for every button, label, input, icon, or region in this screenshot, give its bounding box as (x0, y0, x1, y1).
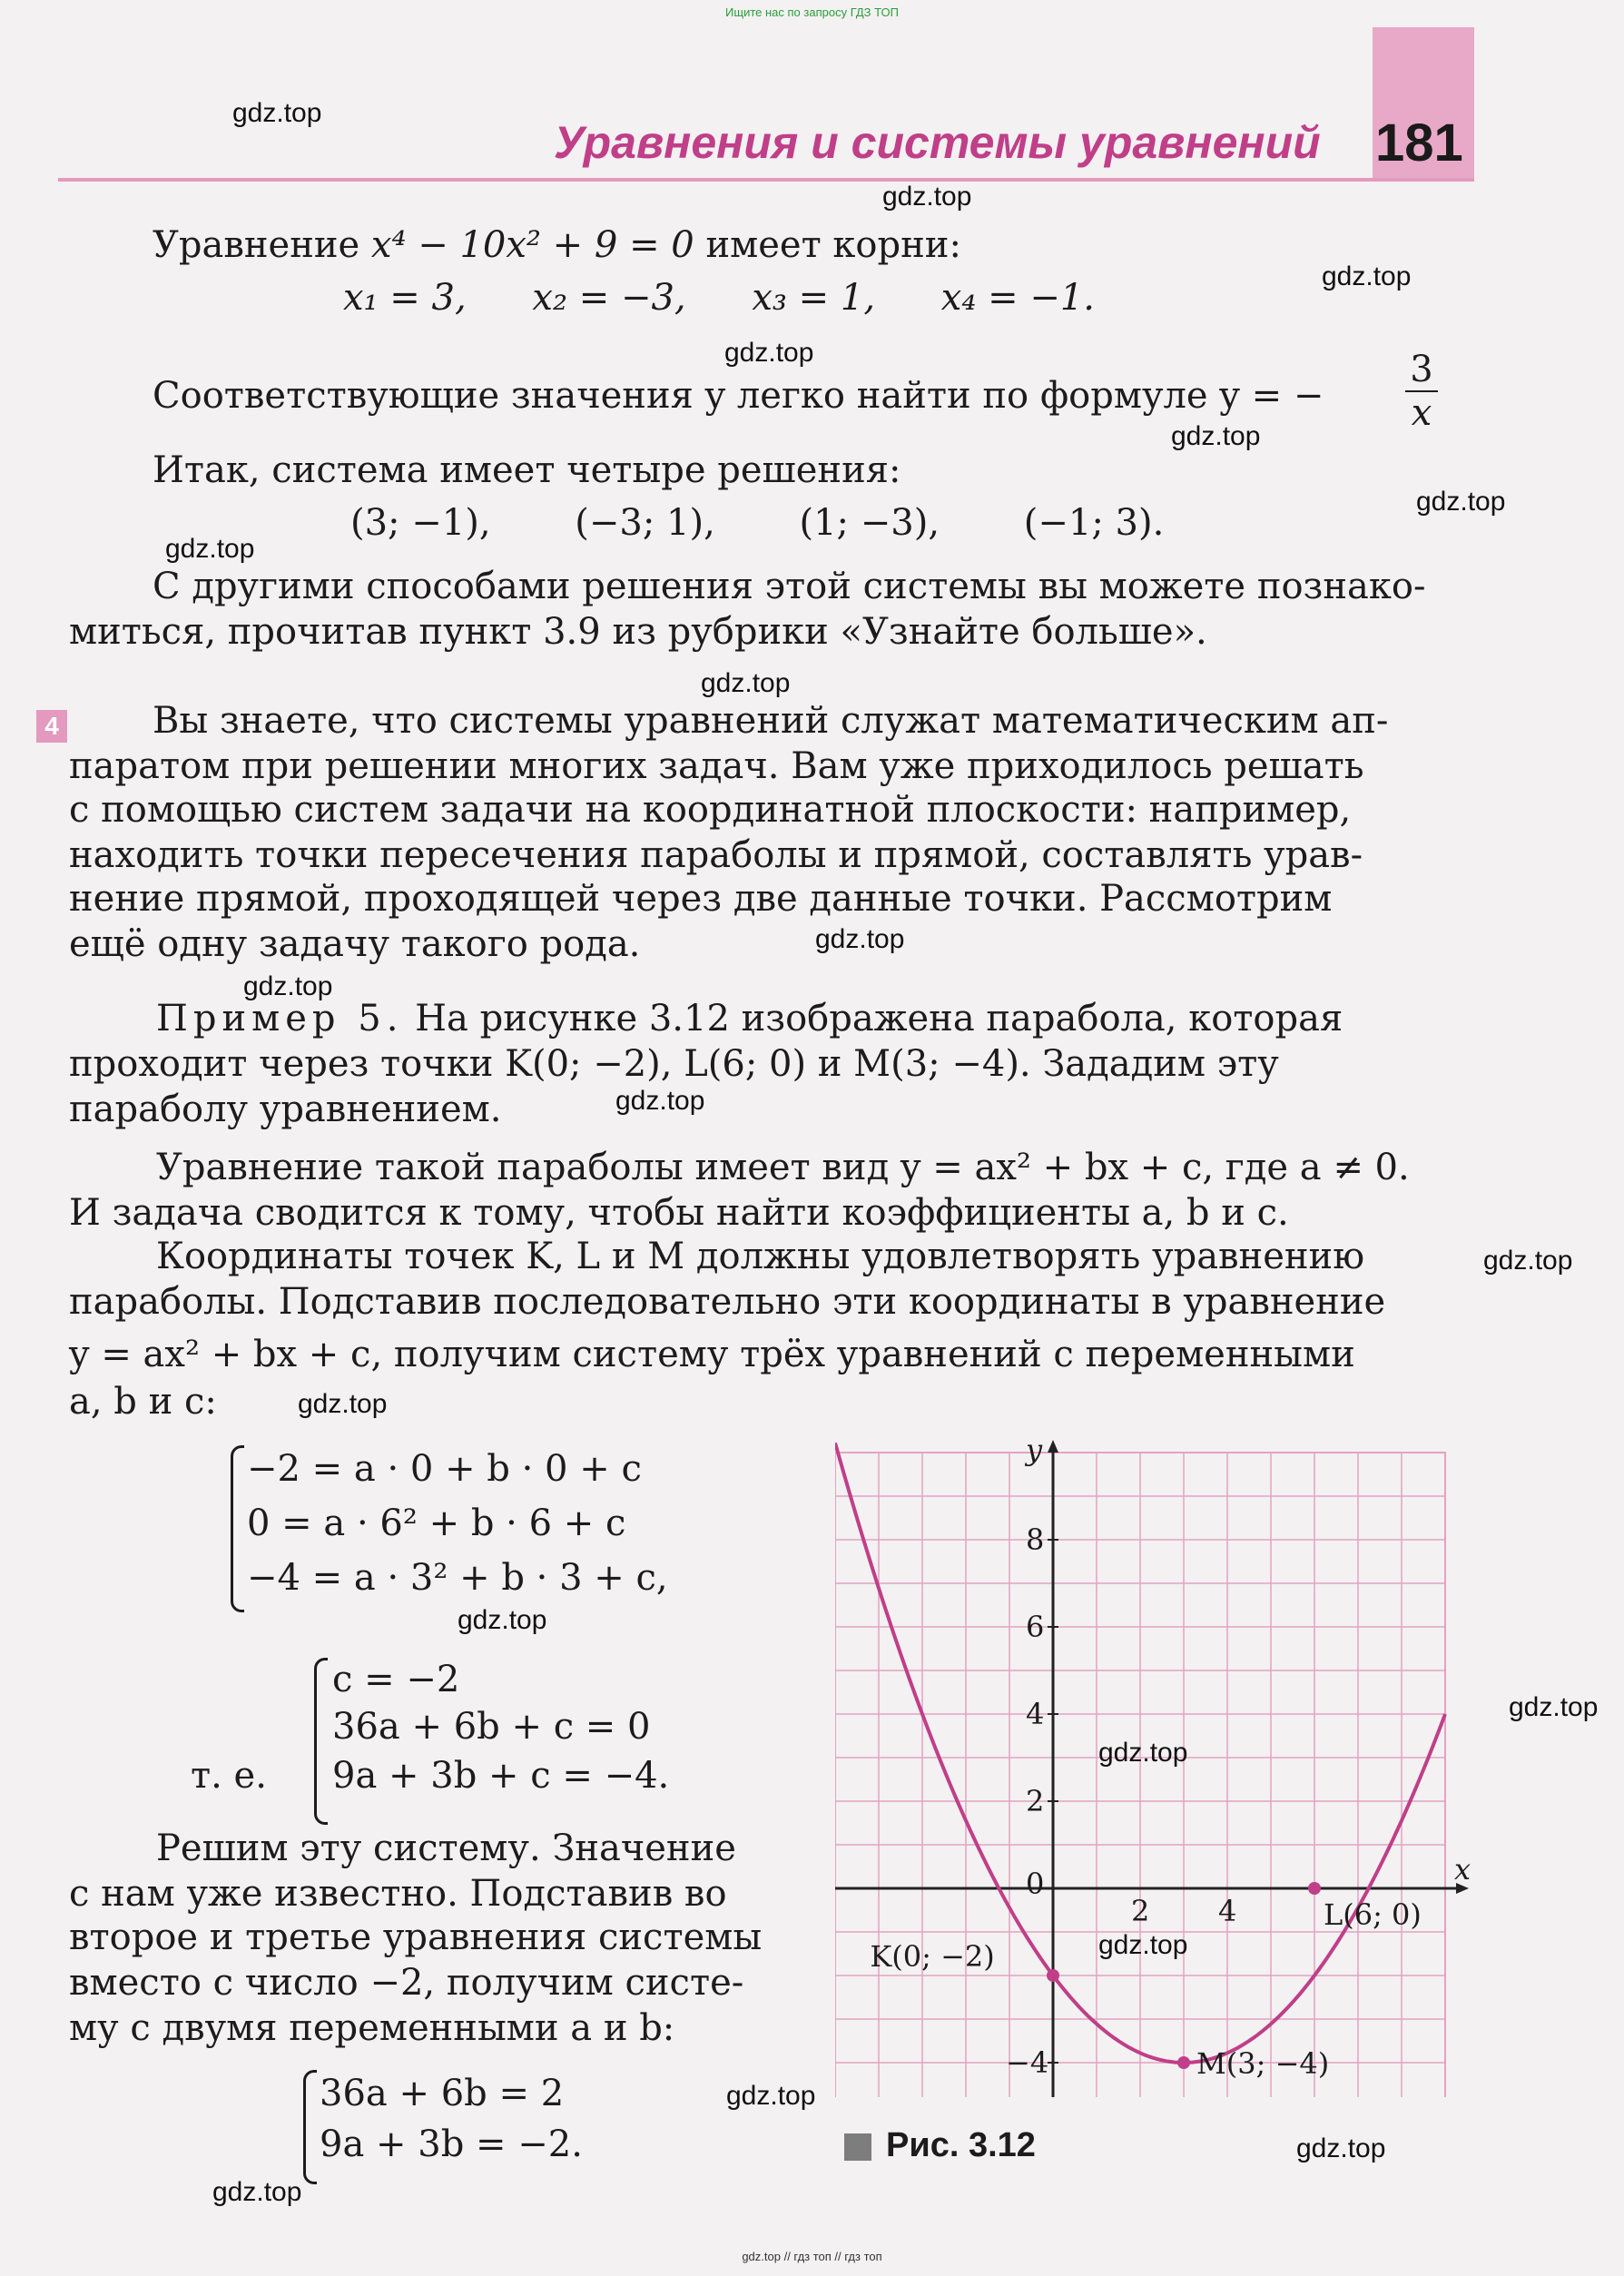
point-k (1047, 1969, 1059, 1982)
y-axis-arrow (1048, 1440, 1058, 1453)
solution-4: (−1; 3). (1023, 502, 1165, 544)
solve-line-4: вместо c число −2, получим систе- (69, 1962, 744, 2004)
form-line-2: И задача сводится к тому, чтобы найти коэффициенты a, b и c. (69, 1192, 1289, 1234)
p4-line-2: паратом при решении многих задач. Вам уже приходилось решать (69, 745, 1364, 787)
solution-1: (3; −1), (350, 502, 491, 544)
system1-eq1: −2 = a · 0 + b · 0 + c (247, 1448, 642, 1490)
system2-eq1: c = −2 (332, 1659, 460, 1700)
watermark-top: Ищите нас по запросу ГДЗ ТОП (725, 5, 899, 19)
watermark: gdz.top (1322, 261, 1412, 291)
watermark: gdz.top (1098, 1738, 1188, 1768)
other-methods-1: С другими способами решения этой системы вы можете познако- (153, 566, 1426, 607)
solve-line-3: второе и третье уравнения системы (69, 1916, 763, 1958)
root-3: x₃ = 1, (752, 277, 876, 319)
watermark: gdz.top (701, 668, 791, 698)
watermark: gdz.top (243, 971, 333, 1001)
point-label-k: K(0; −2) (870, 1939, 995, 1974)
x-tick-label: 2 (1131, 1894, 1150, 1928)
system3-eq1: 36a + 6b = 2 (320, 2073, 565, 2114)
watermark: gdz.top (1509, 1692, 1599, 1722)
example-line-2: проходит через точки K(0; −2), L(6; 0) и M(3; −4). Зададим эту (69, 1043, 1279, 1085)
solve-line-5: му с двумя переменными a и b: (69, 2007, 675, 2049)
grid (835, 1453, 1445, 2097)
point-label-m: M(3; −4) (1196, 2046, 1330, 2081)
watermark-bottom: gdz.top // гдз топ // гдз топ (742, 2250, 882, 2263)
y-tick-label: 4 (1026, 1697, 1045, 1731)
p4-line-3: с помощью систем задачи на координатной плоскости: например, (69, 789, 1352, 831)
system2-eq3: 9a + 3b + c = −4. (332, 1755, 670, 1797)
y-axis-label: y (1026, 1434, 1043, 1467)
example-text-1: На рисунке 3.12 изображена парабола, которая (415, 998, 1343, 1039)
solution-2: (−3; 1), (575, 502, 715, 544)
watermark: gdz.top (1296, 2133, 1386, 2163)
watermark: gdz.top (298, 1389, 388, 1419)
example-label: Пример 5. (156, 998, 404, 1039)
itak-line: Итак, система имеет четыре решения: (153, 449, 901, 491)
x-axis-label: x (1454, 1852, 1471, 1887)
solve-line-2: c нам уже известно. Подставив во (69, 1873, 727, 1915)
y-values-line: Соответствующие значения y легко найти по формуле y = − (153, 375, 1324, 417)
watermark: gdz.top (232, 98, 322, 128)
p4-line-6: ещё одну задачу такого рода. (69, 923, 641, 965)
eq-expression: x⁴ − 10x² + 9 = 0 (370, 224, 694, 266)
page-number: 181 (1375, 113, 1463, 172)
figure-caption-square (844, 2133, 871, 2161)
watermark: gdz.top (1171, 421, 1261, 451)
p4-line-1: Вы знаете, что системы уравнений служат математическим ап- (153, 700, 1389, 742)
form-line-5: y = ax² + bx + c, получим систему трёх уравнений с переменными (69, 1334, 1355, 1375)
system1-eq3: −4 = a · 3² + b · 3 + c, (247, 1557, 668, 1599)
system1-brace (231, 1445, 244, 1612)
equation-intro (153, 223, 961, 267)
watermark: gdz.top (726, 2081, 816, 2111)
solution-3: (1; −3), (799, 502, 940, 544)
paragraph-marker: 4 (36, 710, 67, 743)
y-frac-denominator: x (1405, 390, 1438, 434)
axes (835, 1440, 1469, 2097)
form-line-6: a, b и c: (69, 1381, 217, 1423)
system2-te-label: т. е. (191, 1755, 267, 1797)
p4-line-4: находить точки пересечения параболы и прямой, составлять урав- (69, 834, 1363, 876)
page-header-title: Уравнения и системы уравнений (554, 117, 1321, 168)
system2-eq2: 36a + 6b + c = 0 (332, 1706, 651, 1748)
point-label-l: L(6; 0) (1324, 1897, 1422, 1932)
figure-caption: Рис. 3.12 (886, 2126, 1036, 2164)
solve-line-1: Решим эту систему. Значение (156, 1828, 736, 1869)
y-tick-label: −4 (1006, 2045, 1049, 2080)
watermark: gdz.top (1483, 1246, 1573, 1276)
header-rule (58, 178, 1474, 182)
watermark: gdz.top (458, 1605, 547, 1635)
watermark: gdz.top (882, 182, 972, 212)
y-fraction (1405, 349, 1438, 434)
p4-line-5: нение прямой, проходящей через две данные точки. Рассмотрим (69, 878, 1333, 920)
solutions-line (350, 501, 1164, 545)
system3-eq2: 9a + 3b = −2. (320, 2123, 583, 2165)
x-tick-label: 4 (1218, 1894, 1237, 1928)
watermark: gdz.top (724, 338, 814, 368)
root-2: x₂ = −3, (532, 277, 686, 319)
point-m (1177, 2056, 1190, 2069)
watermark: gdz.top (165, 534, 255, 564)
form-line-4: параболы. Подставив последовательно эти координаты в уравнение (69, 1281, 1386, 1323)
other-methods-2: миться, прочитав пункт 3.9 из рубрики «Узнайте больше». (69, 611, 1207, 653)
watermark: gdz.top (212, 2177, 302, 2207)
example-line-3: параболу уравнением. (69, 1089, 502, 1130)
y-tick-label: 6 (1026, 1610, 1045, 1644)
y-tick-label: 2 (1026, 1784, 1045, 1818)
system1-eq2: 0 = a · 6² + b · 6 + c (247, 1503, 626, 1544)
point-l (1308, 1882, 1321, 1895)
example-line-1 (156, 997, 1343, 1040)
watermark: gdz.top (1416, 487, 1506, 517)
eq-roots-phrase: имеет корни: (705, 224, 961, 266)
eq-word: Уравнение (153, 224, 360, 266)
roots-line (343, 276, 1095, 320)
y-tick-label: 8 (1026, 1522, 1045, 1557)
system2-brace (314, 1658, 328, 1825)
form-line-1: Уравнение такой параболы имеет вид y = ax² + bx + c, где a ≠ 0. (156, 1147, 1410, 1188)
system3-brace (303, 2070, 317, 2184)
root-4: x₄ = −1. (940, 277, 1095, 319)
watermark: gdz.top (1098, 1930, 1188, 1960)
watermark: gdz.top (615, 1086, 705, 1116)
y-frac-numerator: 3 (1410, 349, 1433, 390)
origin-label: 0 (1026, 1867, 1045, 1901)
watermark: gdz.top (815, 924, 905, 954)
root-1: x₁ = 3, (343, 277, 467, 319)
form-line-3: Координаты точек K, L и M должны удовлетворять уравнению (156, 1236, 1365, 1277)
